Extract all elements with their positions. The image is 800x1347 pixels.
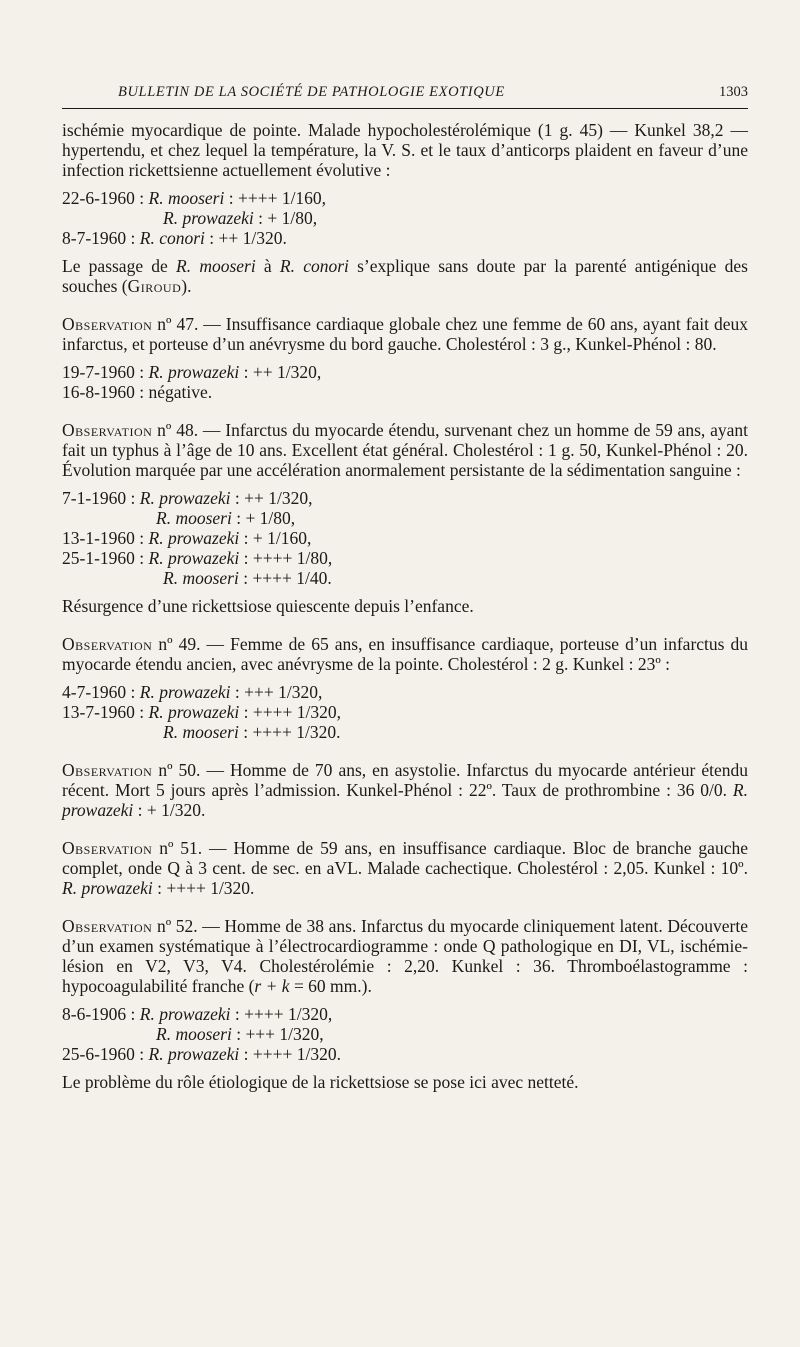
page-number: 1303 [719,84,748,100]
result-organism: R. prowazeki [148,1044,240,1064]
observation-label: Observation [62,760,153,780]
result-value: : ++++ 1/320. [239,1044,341,1064]
result-line [62,722,748,742]
observation-49 [62,634,748,674]
observation-label: Observation [62,916,153,936]
result-date: 19-7-1960 : [62,362,149,382]
formula: r + k [254,976,290,996]
result-line [62,528,748,548]
result-organism: R. prowazeki [148,548,240,568]
observation-text: — Homme de 59 ans, en insuffisance cardiaque. Bloc de branche gauche complet, onde Q à 3 cent. de sec. en aVL. Malade cachectique. Cholestérol : 2,05. Kunkel : 10º. [62,838,748,878]
observation-label: Observation [62,634,153,654]
result-value: : + 1/160, [239,528,312,548]
result-line [62,208,748,228]
result-value: : ++ 1/320. [204,228,287,248]
result-organism: R. prowazeki [139,488,231,508]
result-organism: R. mooseri [156,508,232,528]
result-date: 8-6-1906 : [62,1004,140,1024]
note-text: à [255,256,280,276]
observation-48-results [62,488,748,588]
result-line [62,1024,748,1044]
observation-48-conclusion: Résurgence d’une rickettsiose quiescente depuis l’enfance. [62,596,474,616]
intro-note [62,256,748,296]
result-value: : ++ 1/320, [230,488,313,508]
result-value: : + 1/80, [231,508,296,528]
observation-text: — Homme de 70 ans, en asystolie. Infarctus du myocarde antérieur étendu récent. Mort 5 jours après l’admission. Kunkel-Phénol : 22º. Taux de prothrombine : 36 0/0. [62,760,748,800]
result-organism: R. prowazeki [163,208,254,228]
note-organism: R. mooseri [176,256,256,276]
observation-number: nº 47. [157,314,199,334]
running-header [62,84,748,101]
observation-text: — Femme de 65 ans, en insuffisance cardiaque, porteuse d’un infarctus du myocarde étendu ancien, avec anévrysme de la pointe. Cholestérol : 2 g. Kunkel : 23º : [62,634,749,674]
observation-text: — Insuffisance cardiaque globale chez une femme de 60 ans, ayant fait deux infarctus, et porteuse d’un anévrysme du bord gauche. Cholestérol : 3 g., Kunkel-Phénol : 80. [62,314,749,354]
result-organism: R. prowazeki [148,528,240,548]
result-date: 8-7-1960 : [62,228,140,248]
observation-text: — Infarctus du myocarde étendu, survenant chez un homme de 59 ans, ayant fait un typhus à l’âge de 10 ans. Excellent état général. Cholestérol : 1 g. 50, Kunkel-Phénol : 20. Évolution marquée par une accélération anormalement persistante de la sédimentation sanguine : [62,420,748,480]
result-line [62,228,748,248]
result-organism: R. prowazeki [62,878,153,898]
note-text: ). [181,276,192,296]
observation-47-results [62,362,748,402]
result-organism: R. mooseri [156,1024,232,1044]
note-author: Giroud [127,276,182,296]
observation-text: — Homme de 38 ans. Infarctus du myocarde cliniquement latent. Découverte d’un examen systématique à l’électrocardiogramme : onde Q pathologique en DI, VL, ischémie-lésion en V2, V3, V4. Cholestérolémie : 2,20. Kunkel : 36. Thromboélastogramme : hypocoagulabilité franche ( [62,916,748,996]
observation-label: Observation [62,420,153,440]
result-value: : ++++ 1/80, [239,548,333,568]
result-line [62,362,748,382]
note-organism: R. conori [279,256,349,276]
observation-52-results [62,1004,748,1064]
result-value: : ++++ 1/320. [152,878,255,898]
result-value: : ++++ 1/40. [238,568,332,588]
result-organism: R. prowazeki [148,702,240,722]
result-date: 4-7-1960 : [62,682,140,702]
observation-number: nº 51. [159,838,203,858]
intro-results [62,188,748,248]
observation-number: nº 50. [158,760,201,780]
result-date: 13-7-1960 : [62,702,149,722]
result-date: 13-1-1960 : [62,528,149,548]
observation-52-conclusion: Le problème du rôle étiologique de la rickettsiose se pose ici avec netteté. [62,1072,579,1092]
observation-number: nº 48. [157,420,199,440]
result-organism: R. mooseri [163,722,239,742]
observation-51 [62,838,748,898]
result-line [62,1044,748,1064]
observation-52 [62,916,748,996]
result-date: 16-8-1960 : négative. [62,382,213,402]
note-text: Le passage de [62,256,177,276]
result-date: 7-1-1960 : [62,488,140,508]
result-organism: R. prowazeki [148,362,240,382]
result-line [62,682,748,702]
result-date: 22-6-1960 : [62,188,149,208]
observation-text-end: = 60 mm.). [289,976,372,996]
result-value: : ++++ 1/320, [230,1004,333,1024]
observation-label: Observation [62,314,153,334]
result-organism: R. mooseri [148,188,225,208]
result-line [62,568,748,588]
result-line [62,548,748,568]
header-rule [62,108,748,109]
result-organism: R. prowazeki [139,1004,231,1024]
result-line [62,702,748,722]
observation-number: nº 49. [158,634,201,654]
observation-50 [62,760,748,820]
result-organism: R. prowazeki [139,682,231,702]
result-value: : +++ 1/320, [231,1024,324,1044]
note-text: s’explique sans doute par la parenté antigénique des souches ( [62,256,748,296]
result-line [62,188,748,208]
article-body [62,120,748,1100]
journal-title: BULLETIN DE LA SOCIÉTÉ DE PATHOLOGIE EXOTIQUE [118,84,505,100]
result-line [62,1004,748,1024]
observation-47 [62,314,748,354]
observation-48 [62,420,748,480]
result-date: 25-1-1960 : [62,548,149,568]
result-line [62,382,748,402]
observation-label: Observation [62,838,153,858]
result-value: : + 1/80, [253,208,318,228]
result-value: : ++++ 1/320. [238,722,341,742]
result-value: : ++++ 1/320, [239,702,341,722]
intro-paragraph: ischémie myocardique de pointe. Malade hypocholestérolémique (1 g. 45) — Kunkel 38,2 — hypertendu, et chez lequel la température, la V. S. et le taux d’anticorps plaident en faveur d’une infection rickettsienne actuellement évolutive : [62,120,748,180]
result-line [62,508,748,528]
result-organism: R. mooseri [163,568,239,588]
result-organism: R. prowazeki [62,780,748,820]
result-line [62,488,748,508]
result-value: : ++++ 1/160, [224,188,327,208]
result-value: : + 1/320. [133,800,206,820]
result-value: : +++ 1/320, [230,682,323,702]
result-date: 25-6-1960 : [62,1044,149,1064]
result-organism: R. conori [139,228,205,248]
observation-number: nº 52. [156,916,198,936]
result-value: : ++ 1/320, [239,362,322,382]
observation-49-results [62,682,748,742]
